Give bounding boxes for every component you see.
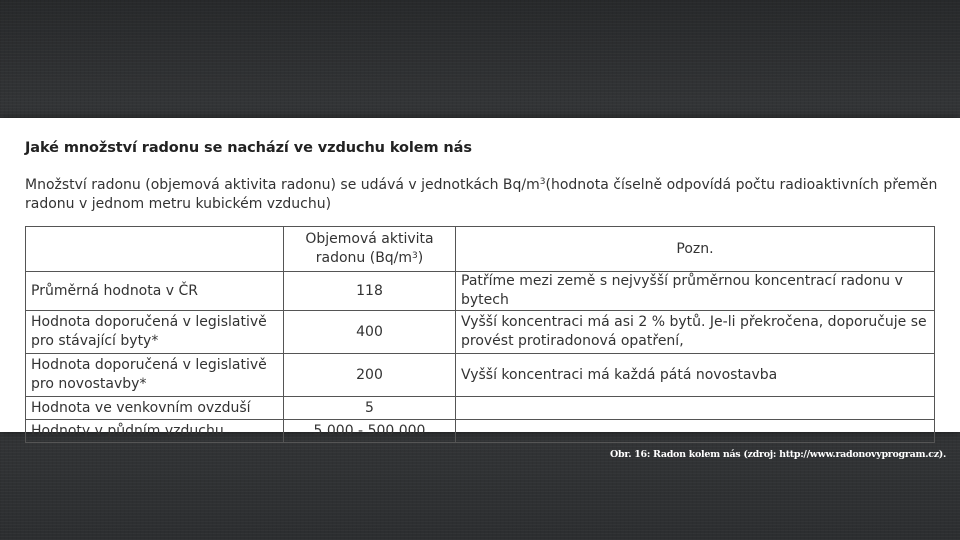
intro-paragraph (25, 176, 945, 214)
figure-caption: Obr. 16: Radon kolem nás (zdroj: http://www.radonovyprogram.cz). (610, 449, 946, 460)
row-value: 5 (284, 397, 456, 420)
header-value-line1: Objemová aktivita (305, 231, 434, 247)
header-value-sup: 3 (412, 251, 418, 261)
section-heading: Jaké množství radonu se nachází ve vzduchu kolem nás (25, 140, 472, 156)
intro-text-start: Množství radonu (objemová aktivita radonu) se udává v jednotkách Bq/m (25, 177, 540, 193)
row-note (456, 397, 935, 420)
header-value-line2: radonu (Bq/m (315, 250, 413, 266)
intro-text-end: (hodnota číselně odpovídá počtu radioaktivních přeměn radonu v jednom metru kubickém vzduchu) (25, 177, 938, 212)
content-panel (0, 118, 960, 439)
row-note (456, 420, 935, 443)
row-value: 200 (284, 354, 456, 397)
row-value: 118 (284, 272, 456, 311)
header-cell-value (284, 227, 456, 272)
intro-superscript: 3 (539, 177, 546, 187)
row-label: Hodnoty v půdním vzduchu (26, 420, 284, 443)
slide-background-top (0, 0, 960, 118)
row-value: 400 (284, 311, 456, 354)
table-row (26, 354, 935, 397)
table-row (26, 311, 935, 354)
table-row (26, 420, 935, 443)
row-note: Vyšší koncentraci má každá pátá novostavba (456, 354, 935, 397)
header-value-end: ) (417, 250, 424, 266)
row-note: Vyšší koncentraci má asi 2 % bytů. Je-li překročena, doporučuje se provést protiradonová opatření, (456, 311, 935, 354)
radon-table (25, 226, 935, 443)
table-row (26, 397, 935, 420)
table-header-row (26, 227, 935, 272)
row-note: Patříme mezi země s nejvyšší průměrnou koncentrací radonu v bytech (456, 272, 935, 311)
row-value: 5 000 - 500 000 (284, 420, 456, 443)
row-label: Hodnota ve venkovním ovzduší (26, 397, 284, 420)
header-cell-label (26, 227, 284, 272)
row-label: Hodnota doporučená v legislativě pro stávající byty* (26, 311, 284, 354)
row-label: Průměrná hodnota v ČR (26, 272, 284, 311)
row-label: Hodnota doporučená v legislativě pro novostavby* (26, 354, 284, 397)
header-cell-note: Pozn. (456, 227, 935, 272)
table-row (26, 272, 935, 311)
